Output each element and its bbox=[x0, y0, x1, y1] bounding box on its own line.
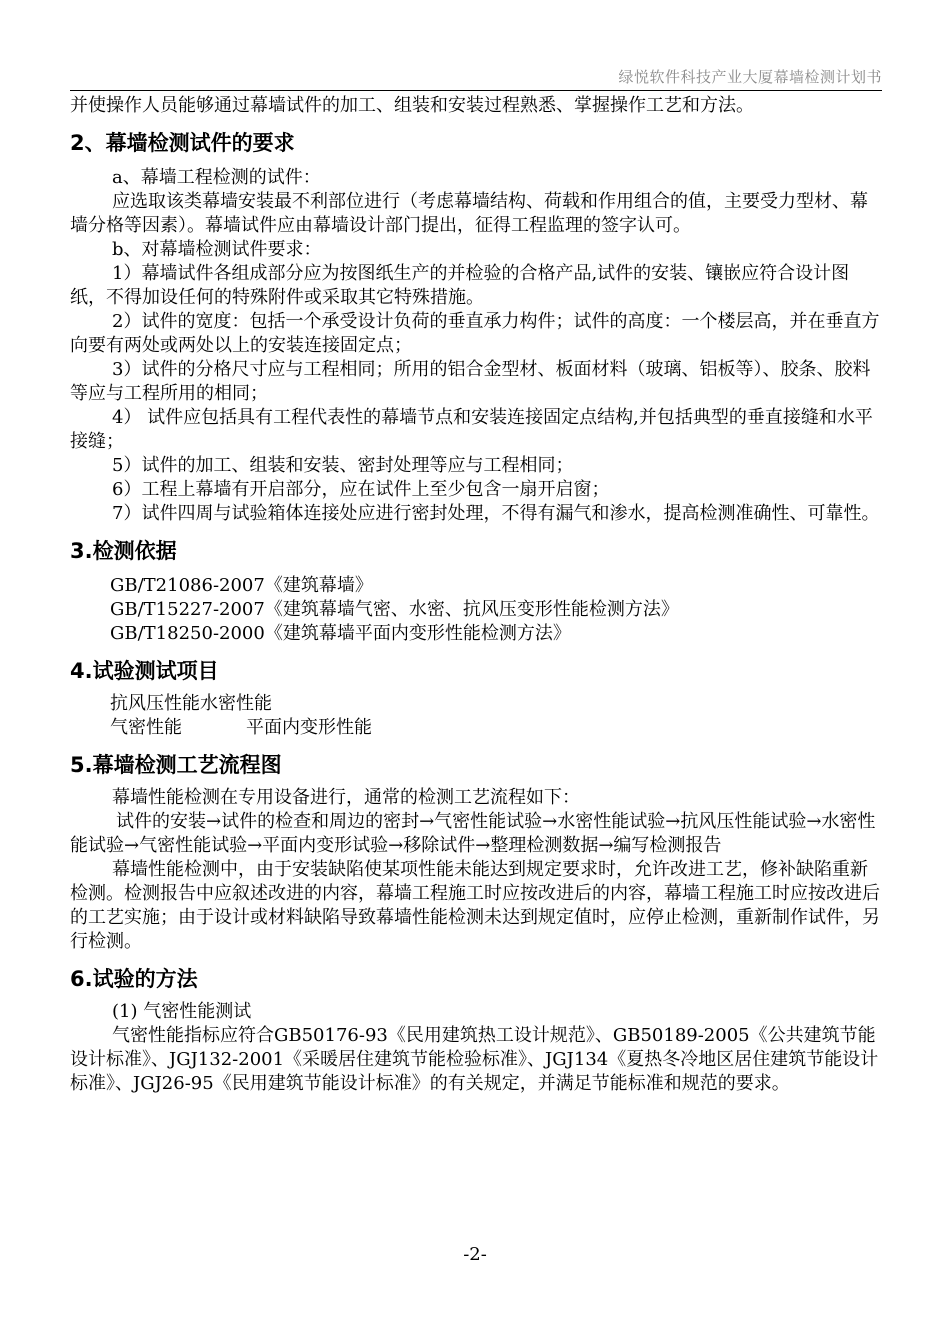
intro-line: 并使操作人员能够通过幕墙试件的加工、组装和安装过程熟悉、掌握操作工艺和方法。 bbox=[70, 95, 754, 116]
test-item: 抗风压性能 bbox=[110, 693, 200, 714]
section-2-heading: 2、幕墙检测试件的要求 bbox=[70, 131, 295, 155]
section-6-heading: 6.试验的方法 bbox=[70, 967, 198, 991]
section-2-a-body: 应选取该类幕墙安装最不利部位进行（考虑幕墙结构、荷载和作用组合的值，主要受力型材、幕墙分格等因素）。幕墙试件应由幕墙设计部门提出，征得工程监理的签字认可。 bbox=[70, 191, 868, 236]
requirement-item: 7）试件四周与试验箱体连接处应进行密封处理，不得有漏气和渗水，提高检测准确性、可靠性。 bbox=[112, 503, 880, 524]
process-note: 幕墙性能检测中，由于安装缺陷使某项性能未能达到规定要求时，允许改进工艺，修补缺陷重新检测。检测报告中应叙述改进的内容，幕墙工程施工时应按改进后的内容，幕墙工程施工时应按改进后的工艺实施；由于设计或材料缺陷导致幕墙性能检测未达到规定值时，应停止检测，重新制作试件，另行检测。 bbox=[70, 859, 880, 952]
test-item: 平面内变形性能 bbox=[246, 717, 372, 738]
requirement-item: 2）试件的宽度：包括一个承受设计负荷的垂直承力构件；试件的高度：一个楼层高，并在垂直方向要有两处或两处以上的安装连接固定点； bbox=[70, 311, 880, 356]
section-3-heading: 3.检测依据 bbox=[70, 539, 177, 563]
requirement-item: 4） 试件应包括具有工程代表性的幕墙节点和安装连接固定点结构,并包括典型的垂直接缝和水平接缝； bbox=[70, 407, 873, 452]
test-item: 水密性能 bbox=[200, 693, 272, 714]
test-item: 气密性能 bbox=[110, 717, 182, 738]
process-intro: 幕墙性能检测在专用设备进行，通常的检测工艺流程如下： bbox=[112, 787, 580, 808]
document-body bbox=[70, 94, 882, 1096]
process-flow: 试件的安装→试件的检查和周边的密封→气密性能试验→水密性能试验→抗风压性能试验→水密性能试验→气密性能试验→平面内变形试验→移除试件→整理检测数据→编写检测报告 bbox=[70, 811, 876, 856]
page-header bbox=[70, 64, 882, 91]
test-item-row bbox=[70, 692, 882, 716]
requirement-item: 5）试件的加工、组装和安装、密封处理等应与工程相同； bbox=[112, 455, 574, 476]
section-2-b-title: b、对幕墙检测试件要求： bbox=[112, 239, 322, 260]
requirement-item: 3）试件的分格尺寸应与工程相同；所用的铝合金型材、板面材料（玻璃、铝板等）、胶条、胶料等应与工程所用的相同； bbox=[70, 359, 871, 404]
method-subheading: (1) 气密性能测试 bbox=[112, 1001, 252, 1022]
requirement-item: 1）幕墙试件各组成部分应为按图纸生产的并检验的合格产品,试件的安装、镶嵌应符合设计图纸，不得加设任何的特殊附件或采取其它特殊措施。 bbox=[70, 263, 850, 308]
section-5-heading: 5.幕墙检测工艺流程图 bbox=[70, 753, 282, 777]
standard-reference: GB/T15227-2007《建筑幕墙气密、水密、抗风压变形性能检测方法》 bbox=[110, 599, 679, 620]
standard-reference: GB/T21086-2007《建筑幕墙》 bbox=[110, 575, 373, 596]
section-2-a-title: a、幕墙工程检测的试件： bbox=[112, 167, 321, 188]
section-4-heading: 4.试验测试项目 bbox=[70, 659, 219, 683]
method-body: 气密性能指标应符合GB50176-93《民用建筑热工设计规范》、GB50189-2005《公共建筑节能设计标准》、JGJ132-2001《采暖居住建筑节能检验标准》、JGJ134《夏热冬冷地区居住建筑节能设计标准》、JGJ26-95《民用建筑节能设计标准》的有关规定，并满足节能标准和规范的要求。 bbox=[70, 1025, 879, 1094]
header-title: 绿悦软件科技产业大厦幕墙检测计划书 bbox=[618, 68, 882, 86]
requirement-item: 6）工程上幕墙有开启部分，应在试件上至少包含一扇开启窗； bbox=[112, 479, 610, 500]
page-number: -2- bbox=[463, 1244, 487, 1265]
standard-reference: GB/T18250-2000《建筑幕墙平面内变形性能检测方法》 bbox=[110, 623, 571, 644]
test-item-row bbox=[70, 716, 882, 740]
